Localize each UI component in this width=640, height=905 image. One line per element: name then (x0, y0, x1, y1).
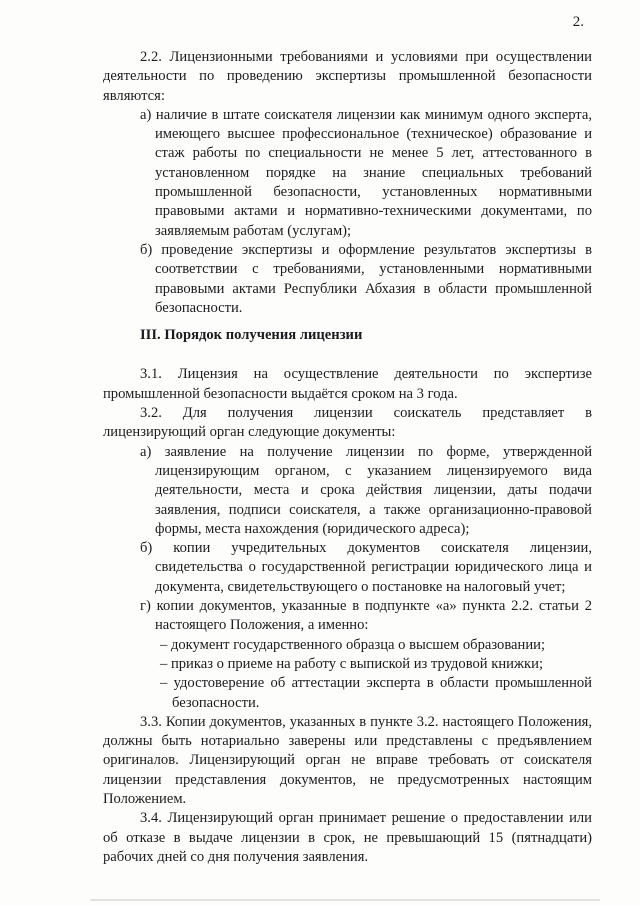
subitem-3-2-a: а) заявление на получение лицензии по форме, утвержденной лицензирующим органом, с указанием лицензируемого вида деятельности, места и срока действия лицензии, даты подачи заявления, подписи соискателя, а также организационно-правовой формы, места нахождения (юридического адреса); (140, 443, 592, 537)
dash-item-employment-order: – приказ о приеме на работу с выпиской из трудовой книжки; (160, 655, 543, 672)
paragraph-3-2: 3.2. Для получения лицензии соискатель представляет в лицензирующий орган следующие документы: (103, 405, 592, 441)
paragraph-3-3: 3.3. Копии документов, указанных в пункте 3.2. настоящего Положения, должны быть нотариально заверены или представлены с предъявлением оригиналов. Лицензирующий орган не вправе требовать от соискателя лицензии представления документов, не предусмотренных настоящим Положением. (103, 713, 592, 807)
document-content (103, 48, 592, 867)
page-number: 2. (572, 14, 584, 30)
subitem-3-2-b: б) копии учредительных документов соискателя лицензии, свидетельства о государственной регистрации юридического лица и документа, свидетельствующего о постановке на налоговый учет; (140, 540, 592, 595)
paragraph-3-4: 3.4. Лицензирующий орган принимает решение о предоставлении или об отказе в выдаче лицензии в срок, не превышающий 15 (пятнадцати) рабочих дней со дня получения заявления. (103, 810, 592, 865)
subitem-2-2-a: а) наличие в штате соискателя лицензии как минимум одного эксперта, имеющего высшее профессиональное (техническое) образование и стаж работы по специальности не менее 5 лет, аттестованного в установленном порядке на знание специальных требований промышленной безопасности, установленных нормативными правовыми актами и нормативно-техническими документами, по заявляемым работам (услугам); (140, 106, 592, 239)
scan-artifact-line (90, 899, 600, 901)
dash-item-attestation-certificate: – удостоверение об аттестации эксперта в области промышленной безопасности. (160, 675, 592, 711)
subitem-3-2-g: г) копии документов, указанные в подпункте «а» пункта 2.2. статьи 2 настоящего Положения, а именно: (140, 598, 592, 634)
dash-item-diploma: – документ государственного образца о высшем образовании; (160, 636, 546, 653)
paragraph-2-2: 2.2. Лицензионными требованиями и условиями при осуществлении деятельности по проведению экспертизы промышленной безопасности являются: (103, 49, 592, 104)
subitem-2-2-b: б) проведение экспертизы и оформление результатов экспертизы в соответствии с требованиями, установленными нормативными правовыми актами Республики Абхазия в области промышленной безопасности. (140, 241, 592, 316)
paragraph-3-1: 3.1. Лицензия на осуществление деятельности по экспертизе промышленной безопасности выдаётся сроком на 3 года. (103, 366, 592, 402)
section-heading-3: III. Порядок получения лицензии (140, 327, 363, 344)
